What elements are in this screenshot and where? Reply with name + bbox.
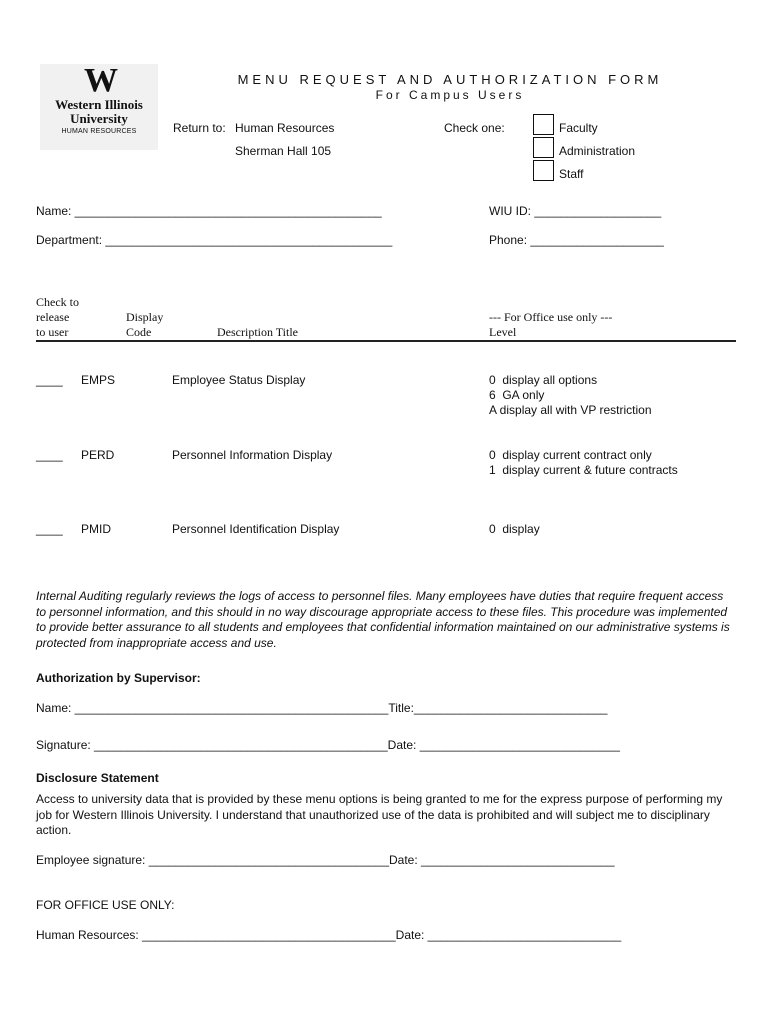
- phone-field[interactable]: Phone: ____________________: [489, 233, 664, 247]
- return-to-address: Sherman Hall 105: [235, 144, 332, 158]
- pmid-level-0: 0 display: [489, 522, 540, 536]
- form-subtitle: For Campus Users: [375, 88, 525, 102]
- header-check-line1: Check to: [36, 295, 79, 309]
- administration-checkbox[interactable]: [533, 137, 554, 158]
- staff-checkbox[interactable]: [533, 160, 554, 181]
- header-code-line1: Display: [126, 310, 164, 324]
- logo-name-line1: Western Illinois: [55, 97, 143, 112]
- perd-code: PERD: [81, 448, 115, 462]
- emps-level-a: A display all with VP restriction: [489, 403, 652, 417]
- logo-department: HUMAN RESOURCES: [61, 128, 137, 135]
- pmid-release-blank[interactable]: ____: [36, 522, 63, 536]
- check-one-label: Check one:: [444, 121, 505, 135]
- option-staff: Staff: [559, 167, 584, 181]
- pmid-description: Personnel Identification Display: [172, 522, 340, 536]
- office-use-heading: FOR OFFICE USE ONLY:: [36, 898, 175, 912]
- form-title: MENU REQUEST AND AUTHORIZATION FORM: [237, 72, 663, 87]
- table-header-rule: [36, 340, 736, 342]
- option-faculty: Faculty: [559, 121, 598, 135]
- employee-signature-line[interactable]: Employee signature: ____________________________________Date: _____________________________: [36, 853, 615, 867]
- emps-description: Employee Status Display: [172, 373, 306, 387]
- header-level: Level: [489, 325, 517, 339]
- header-office-use: --- For Office use only ---: [489, 310, 613, 324]
- wiu-id-field[interactable]: WIU ID: ___________________: [489, 204, 662, 218]
- logo-mark: W: [84, 62, 114, 99]
- supervisor-heading: Authorization by Supervisor:: [36, 671, 201, 685]
- faculty-checkbox[interactable]: [533, 114, 554, 135]
- emps-level-6: 6 GA only: [489, 388, 545, 402]
- header-code-line2: Code: [126, 325, 152, 339]
- perd-description: Personnel Information Display: [172, 448, 333, 462]
- disclosure-heading: Disclosure Statement: [36, 771, 159, 785]
- university-logo: [40, 64, 158, 150]
- return-to-dept: Human Resources: [235, 121, 335, 135]
- logo-name-line2: University: [70, 111, 128, 126]
- pmid-code: PMID: [81, 522, 111, 536]
- audit-note: Internal Auditing regularly reviews the logs of access to personnel files. Many employees have duties that require frequent access to personnel information, and this should in no way discourage appropriate access to these files. This procedure was implemented to provide better assurance to all students and employees that confidential information maintained on our administrative systems is protected from inappropriate access and use.: [36, 589, 730, 650]
- header-check-line2: release: [36, 310, 70, 324]
- header-description: Description Title: [217, 325, 299, 339]
- disclosure-text: Access to university data that is provided by these menu options is being granted to me for the express purpose of performing my job for Western Illinois University. I understand that unauthorized use of the data is prohibited and will subject me to disciplinary action.: [36, 792, 723, 837]
- emps-release-blank[interactable]: ____: [36, 373, 63, 387]
- emps-code: EMPS: [81, 373, 116, 387]
- perd-release-blank[interactable]: ____: [36, 448, 63, 462]
- human-resources-line[interactable]: Human Resources: ______________________________________Date: _____________________________: [36, 928, 622, 942]
- supervisor-name-title-line[interactable]: Name: _______________________________________________Title:_____________________________: [36, 701, 608, 715]
- perd-level-0: 0 display current contract only: [489, 448, 652, 462]
- return-to-label: Return to:: [173, 121, 226, 135]
- supervisor-signature-date-line[interactable]: Signature: ____________________________________________Date: ______________________________: [36, 738, 620, 752]
- perd-level-1: 1 display current & future contracts: [489, 463, 678, 477]
- header-check-line3: to user: [36, 325, 69, 339]
- emps-level-0: 0 display all options: [489, 373, 598, 387]
- option-administration: Administration: [559, 144, 636, 158]
- department-field[interactable]: Department: ___________________________________________: [36, 233, 393, 247]
- name-field[interactable]: Name: ______________________________________________: [36, 204, 382, 218]
